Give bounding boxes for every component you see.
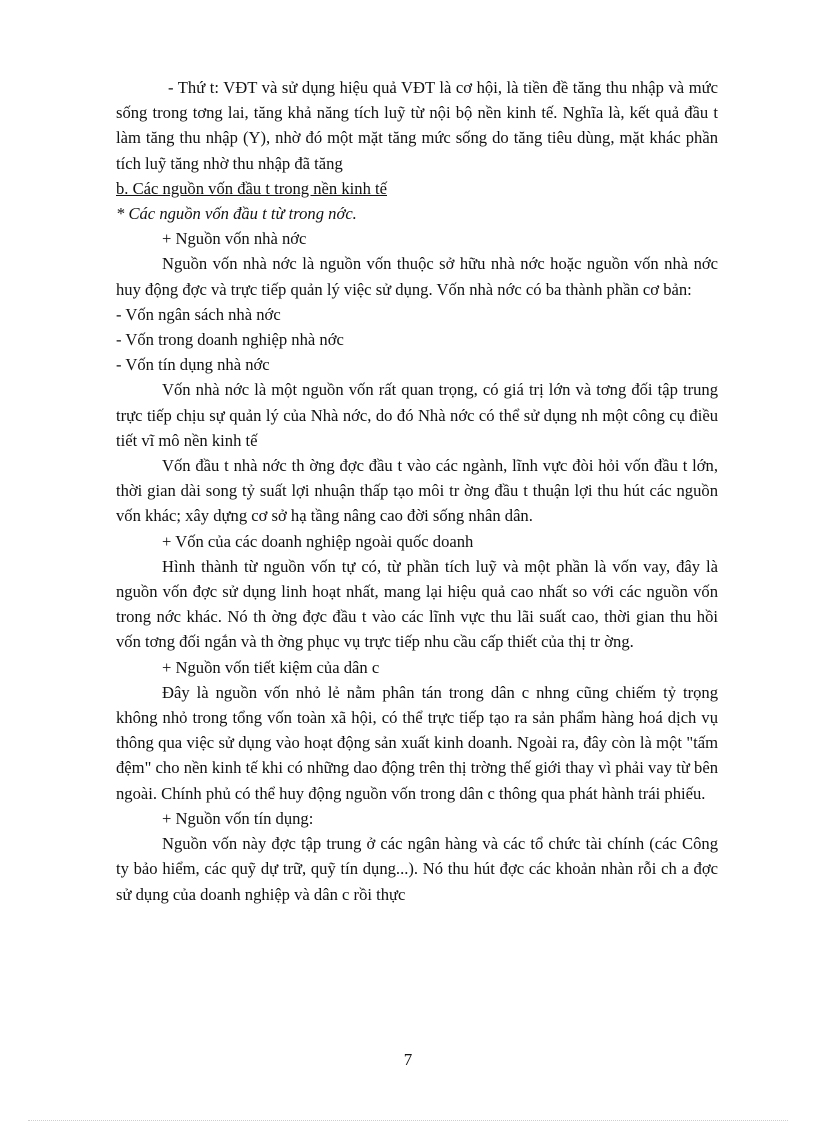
item-private-enterprises: + Vốn của các doanh nghiệp ngoài quốc doanh bbox=[162, 531, 474, 551]
footer-divider bbox=[28, 1120, 788, 1121]
paragraph-state-investment: Vốn đầu t nhà nớc th ờng đợc đầu t vào các ngành, lĩnh vực đòi hỏi vốn đầu t lớn, thời gian dài song tỷ suất lợi nhuận thấp tạo môi tr ờng đầu t thuận lợi thu hút các nguồn vốn khác; xây dựng cơ sở hạ tầng nâng cao đời sống nhân dân. bbox=[116, 456, 718, 526]
paragraph-state-capital-def: Nguồn vốn nhà nớc là nguồn vốn thuộc sở hữu nhà nớc hoặc nguồn vốn nhà nớc huy động đợc và trực tiếp quản lý việc sử dụng. Vốn nhà nớc có ba thành phần cơ bản: bbox=[116, 254, 718, 299]
paragraph-investment-fourth: - Thứ t: VĐT và sử dụng hiệu quả VĐT là cơ hội, là tiền đề tăng thu nhập và mức sống trong tơng lai, tăng khả năng tích luỹ từ nội bộ nền kinh tế. Nghĩa là, kết quả đầu t làm tăng thu nhập (Y), nhờ đó một mặt tăng mức sống do tăng tiêu dùng, mặt khác phần tích luỹ tăng nhờ thu nhập đã tăng bbox=[116, 78, 718, 173]
list-item-state-credit: - Vốn tín dụng nhà nớc bbox=[116, 355, 270, 375]
body-text bbox=[116, 75, 718, 907]
list-item-soe: - Vốn trong doanh nghiệp nhà nớc bbox=[116, 330, 344, 350]
paragraph-household-savings: Đây là nguồn vốn nhỏ lẻ nằm phân tán trong dân c nhng cũng chiếm tỷ trọng không nhỏ trong tổng vốn toàn xã hội, có thể trực tiếp tạo ra sản phẩm hàng hoá dịch vụ thông qua việc sử dụng vào hoạt động sản xuất kinh doanh. Ngoài ra, đây còn là một "tấm đệm" cho nền kinh tế khi có những dao động trên thị trờng thế giới thay vì phải vay từ bên ngoài. Chính phủ có thể huy động nguồn vốn trong dân c thông qua phát hành trái phiếu. bbox=[116, 682, 718, 803]
list-item-budget: - Vốn ngân sách nhà nớc bbox=[116, 304, 281, 324]
subheading-domestic-sources: * Các nguồn vốn đầu t từ trong nớc. bbox=[116, 204, 357, 224]
section-heading-b: b. Các nguồn vốn đầu t trong nền kinh tế bbox=[116, 178, 387, 198]
paragraph-private-enterprises: Hình thành từ nguồn vốn tự có, từ phần tích luỹ và một phần là vốn vay, đây là nguồn vốn đợc sử dụng linh hoạt nhất, mang lại hiệu quả cao nhất so với các nguồn vốn trong nớc khác. Nó th ờng đợc đầu t vào các lĩnh vực thu lãi suất cao, thời gian thu hồi vốn tơng đối ngắn và th ờng phục vụ trực tiếp nhu cầu cấp thiết của thị tr ờng. bbox=[116, 556, 718, 652]
item-credit-capital: + Nguồn vốn tín dụng: bbox=[162, 808, 314, 828]
paragraph-credit-capital: Nguồn vốn này đợc tập trung ở các ngân hàng và các tổ chức tài chính (các Công ty bảo hiểm, các quỹ dự trữ, quỹ tín dụng...). Nó thu hút đợc các khoản nhàn rỗi ch a đợc sử dụng của doanh nghiệp và dân c rồi thực bbox=[116, 834, 718, 904]
page-number: 7 bbox=[403, 1050, 413, 1069]
item-household-savings: + Nguồn vốn tiết kiệm của dân c bbox=[162, 657, 380, 677]
item-state-capital: + Nguồn vốn nhà nớc bbox=[162, 229, 307, 249]
paragraph-state-capital-role: Vốn nhà nớc là một nguồn vốn rất quan trọng, có giá trị lớn và tơng đối tập trung trực tiếp chịu sự quản lý của Nhà nớc, do đó Nhà nớc có thể sử dụng nh một công cụ điều tiết vĩ mô nền kinh tế bbox=[116, 380, 718, 450]
